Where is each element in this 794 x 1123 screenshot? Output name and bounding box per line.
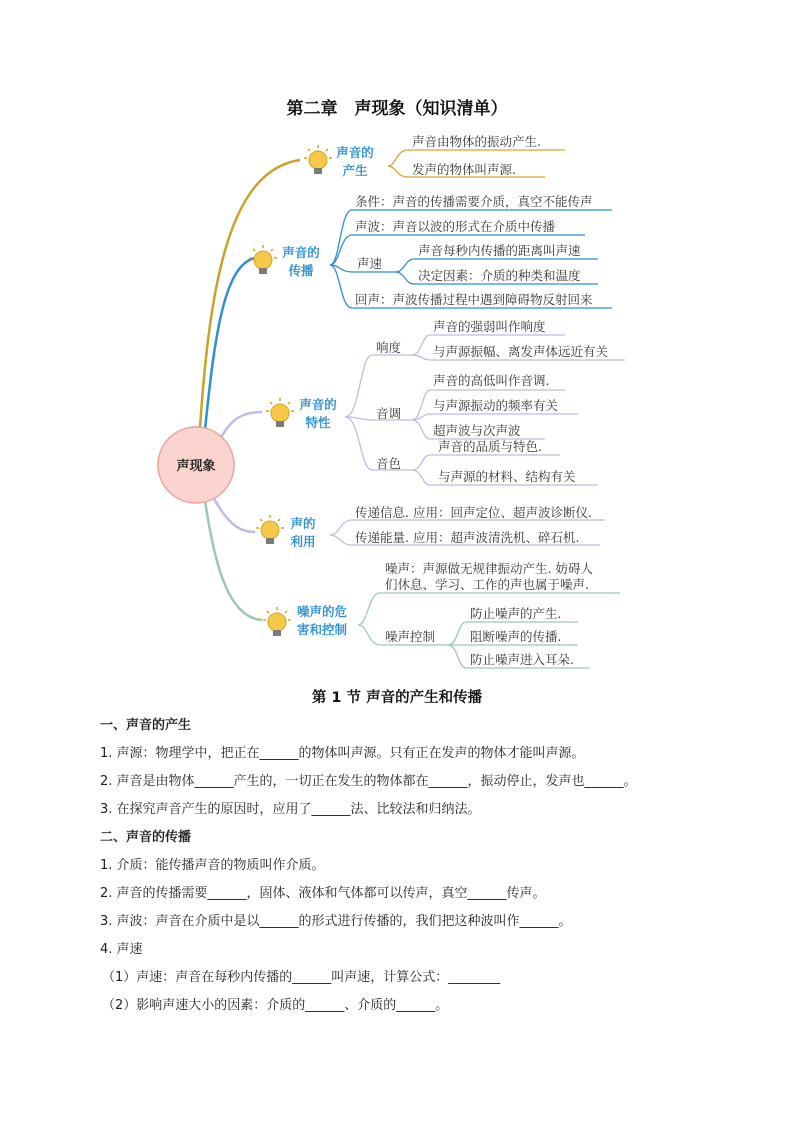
text-line: 4. 声速 <box>100 942 143 957</box>
mindmap-leaf: 条件：声音的传播需要介质，真空不能传声 <box>355 194 593 209</box>
mindmap-leaf: 声音每秒内传播的距离叫声速 <box>418 243 581 258</box>
branch-label: 特性 <box>305 415 331 430</box>
mindmap-leaf: 声音的品质与特色. <box>438 439 542 454</box>
text-line: （2）影响声速大小的因素：介质的______、介质的______。 <box>102 998 449 1013</box>
mindmap <box>0 130 794 680</box>
subsection-heading: 一、声音的产生 <box>100 718 192 733</box>
text-line: 2. 声音的传播需要______，固体、液体和气体都可以传声，真空______传声。 <box>100 886 546 901</box>
lightbulb-icon <box>266 398 294 427</box>
branch-label: 声音的 <box>299 397 337 412</box>
text-line: 2. 声音是由物体______产生的，一切正在发生的物体都在______，振动停止，发声也______。 <box>100 774 637 789</box>
mindmap-leaf: 传递能量. 应用：超声波清洗机、碎石机. <box>355 530 580 545</box>
mindmap-leaf: 噪声：声源做无规律振动产生. 妨碍人 <box>385 561 593 576</box>
mindmap-node: 音调 <box>376 406 402 421</box>
mindmap-node: 声速 <box>357 256 383 271</box>
center-label: 声现象 <box>176 459 216 474</box>
text-line: 3. 在探究声音产生的原因时，应用了______法、比较法和归纳法。 <box>100 802 481 817</box>
text-line: （1）声速：声音在每秒内传播的______叫声速，计算公式：________ <box>102 970 501 985</box>
branch-label: 利用 <box>290 534 316 549</box>
mindmap-leaf: 与声源振幅、离发声体远近有关 <box>433 344 609 359</box>
mindmap-node: 响度 <box>376 340 402 355</box>
mindmap-leaf: 声音由物体的振动产生. <box>412 134 541 149</box>
page-title: 第二章 声现象（知识清单） <box>286 99 508 119</box>
mindmap-leaf: 发声的物体叫声源. <box>412 162 516 177</box>
mindmap-node: 音色 <box>376 456 402 471</box>
branch-label: 产生 <box>342 163 368 178</box>
section-body <box>100 716 700 1024</box>
mindmap-node: 噪声控制 <box>385 629 436 644</box>
mindmap-leaf: 声音的高低叫作音调. <box>433 373 550 388</box>
branch-label: 声音的 <box>336 145 374 160</box>
section-title: 第 1 节 声音的产生和传播 <box>311 690 483 706</box>
mindmap-leaf: 声音的强弱叫作响度 <box>433 319 546 334</box>
mindmap-leaf: 声波：声音以波的形式在介质中传播 <box>355 219 556 234</box>
lightbulb-icon <box>256 515 284 544</box>
mindmap-leaf: 回声：声波传播过程中遇到障碍物反射回来 <box>355 292 593 307</box>
mindmap-leaf: 传递信息. 应用：回声定位、超声波诊断仪. <box>355 505 592 520</box>
mindmap-leaf: 阻断噪声的传播. <box>470 629 562 644</box>
branch-label: 传播 <box>288 263 314 278</box>
mindmap-leaf: 与声源的材料、结构有关 <box>438 469 576 484</box>
text-line: 1. 声源：物理学中，把正在______的物体叫声源。只有正在发声的物体才能叫声源。 <box>100 746 585 761</box>
mindmap-leaf: 防止噪声的产生. <box>470 606 562 621</box>
mindmap-leaf: 防止噪声进入耳朵. <box>470 652 574 667</box>
lightbulb-icon <box>304 145 332 174</box>
branch-label: 声音的 <box>282 245 320 260</box>
mindmap-leaf: 决定因素：介质的种类和温度 <box>418 268 581 283</box>
text-line: 1. 介质：能传播声音的物质叫作介质。 <box>100 858 325 873</box>
text-line: 3. 声波：声音在介质中是以______的形式进行传播的，我们把这种波叫作______。 <box>100 914 572 929</box>
branch-label: 声的 <box>290 516 316 531</box>
branch-label: 噪声的危 <box>296 604 348 619</box>
mindmap-leaf: 们休息、学习、工作的声也属于噪声. <box>385 577 589 592</box>
subsection-heading: 二、声音的传播 <box>100 830 192 845</box>
branch-label: 害和控制 <box>296 622 348 637</box>
mindmap-leaf: 超声波与次声波 <box>433 423 521 438</box>
mindmap-leaf: 与声源振动的频率有关 <box>433 398 559 413</box>
lightbulb-icon <box>263 607 291 636</box>
